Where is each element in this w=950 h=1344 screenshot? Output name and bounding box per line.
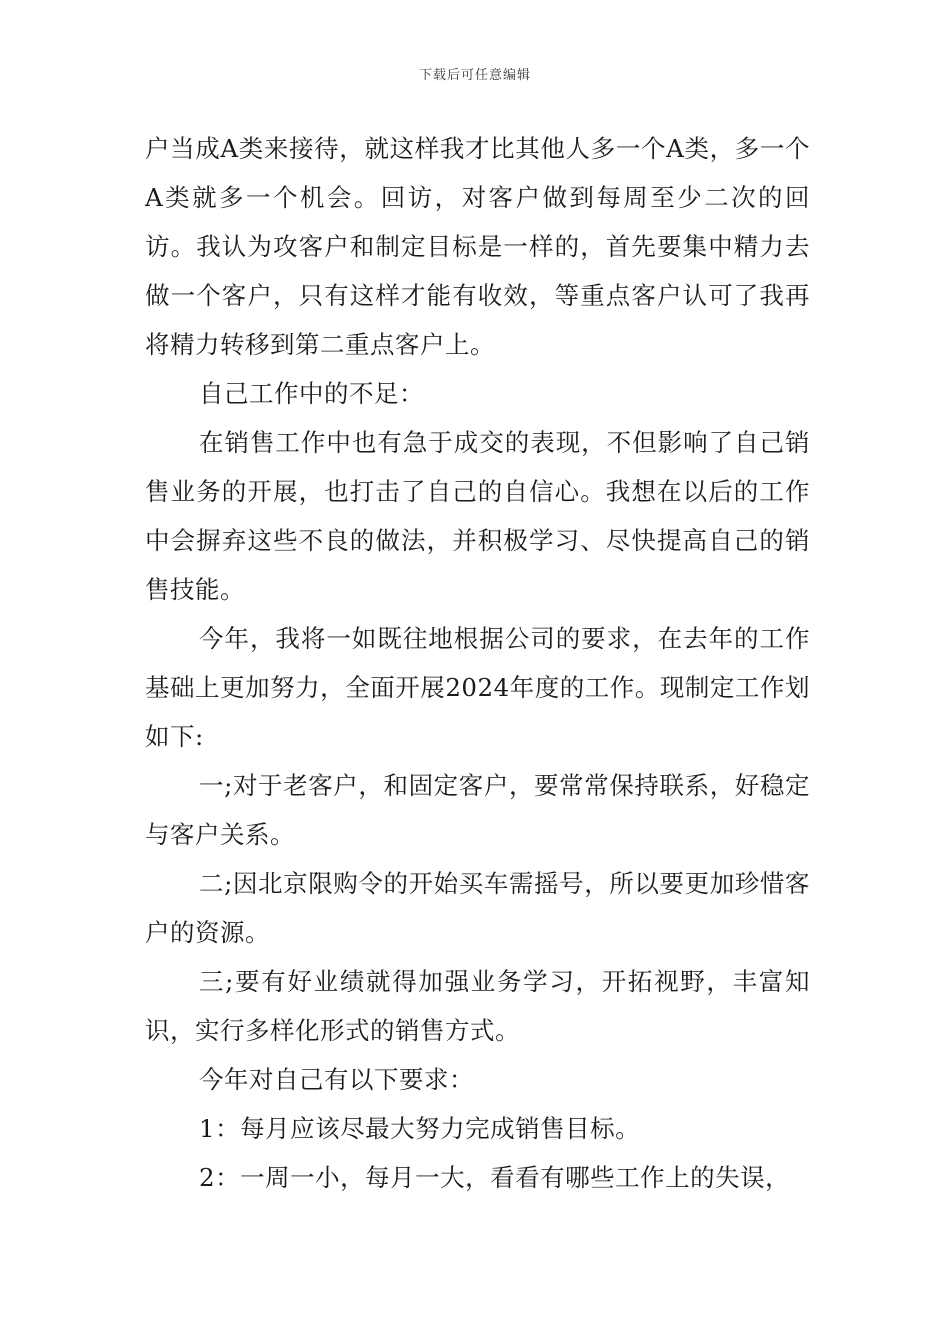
- paragraph-shortcomings-heading: 自己工作中的不足：: [199, 379, 424, 408]
- paragraph-requirements-heading: 今年对自己有以下要求：: [199, 1065, 474, 1094]
- paragraph-shortcomings: 在销售工作中也有急于成交的表现，不但影响了自己销售业务的开展，也打击了自己的自信心。我想在以后的工作中会摒弃这些不良的做法，并积极学习、尽快提高自己的销售技能。: [145, 428, 810, 604]
- paragraph-plan-item-2: 二;因北京限购令的开始买车需摇号，所以要更加珍惜客户的资源。: [145, 869, 810, 947]
- paragraph-plan-item-1: 一;对于老客户，和固定客户，要常常保持联系，好稳定与客户关系。: [145, 771, 810, 849]
- paragraph-plan-intro: 今年，我将一如既往地根据公司的要求，在去年的工作基础上更加努力，全面开展2024年度的工作。现制定工作划如下:: [145, 624, 810, 751]
- page-header: 下载后可任意编辑: [418, 68, 531, 83]
- paragraph-plan-item-3: 三;要有好业绩就得加强业务学习，开拓视野，丰富知识，实行多样化形式的销售方式。: [145, 967, 810, 1045]
- document-body: [145, 124, 810, 1202]
- paragraph-requirement-2: 2：一周一小，每月一大，看看有哪些工作上的失误，: [199, 1163, 791, 1192]
- paragraph-continuation: 户当成A类来接待，就这样我才比其他人多一个A类，多一个A类就多一个机会。回访，对客户做到每周至少二次的回访。我认为攻客户和制定目标是一样的，首先要集中精力去做一个客户，只有这样才能有收效，等重点客户认可了我再将精力转移到第二重点客户上。: [145, 134, 810, 359]
- paragraph-requirement-1: 1：每月应该尽最大努力完成销售目标。: [199, 1114, 641, 1143]
